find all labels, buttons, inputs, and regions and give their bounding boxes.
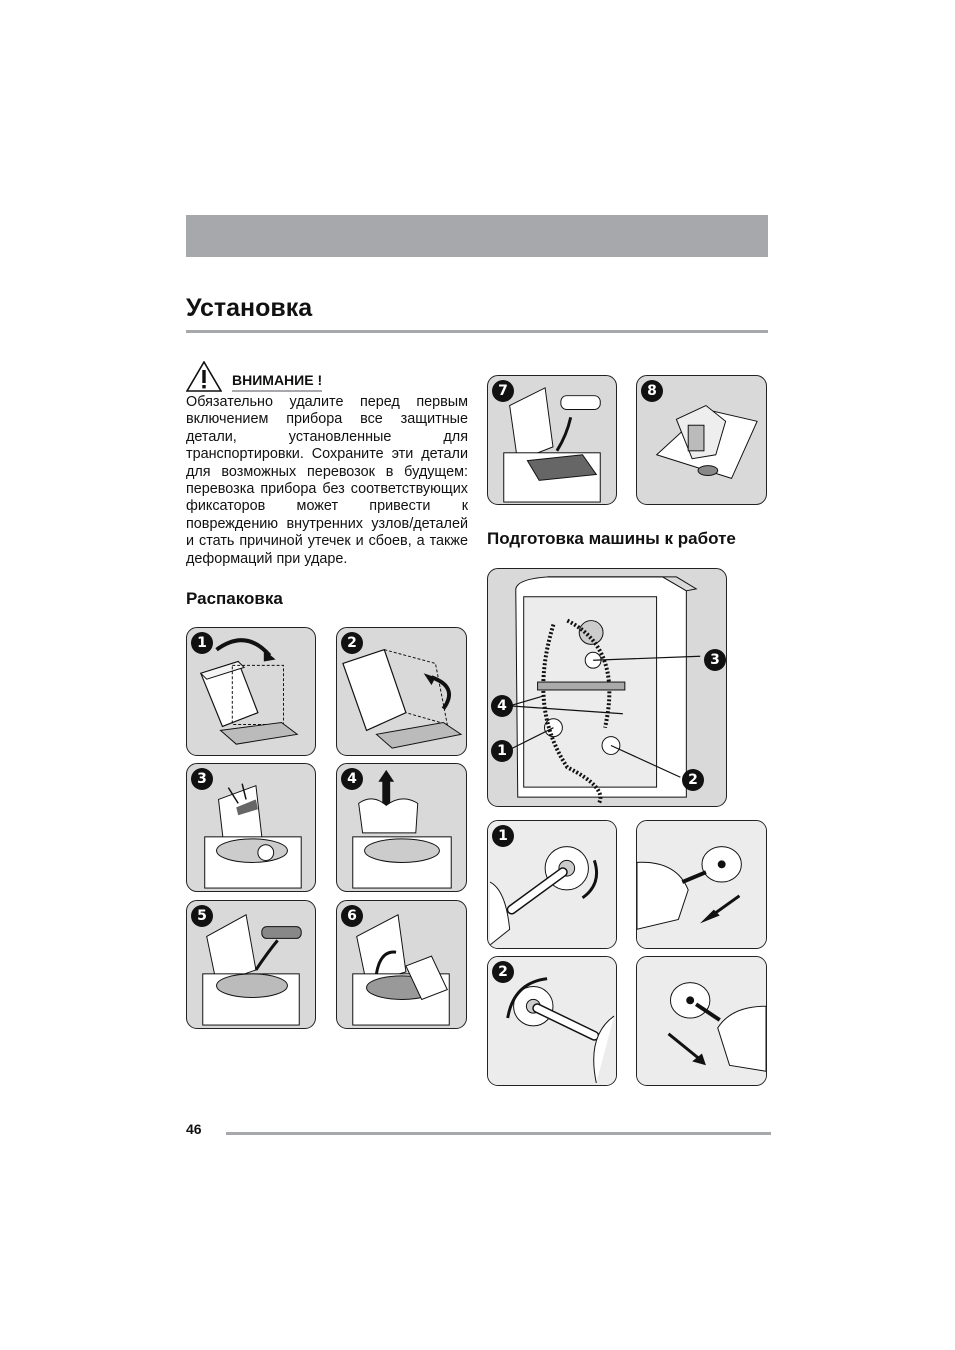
prep-step-2-wrench-illustration <box>487 956 617 1086</box>
unpack-step-3-illustration <box>186 763 316 892</box>
unpack-step-2-illustration <box>336 627 467 756</box>
step-number-badge: 8 <box>641 380 663 402</box>
prep-step-2-bolt-removal-illustration <box>636 956 767 1086</box>
rear-callout-badge: 2 <box>682 769 704 791</box>
unpack-step-5-illustration <box>186 900 316 1029</box>
step-7-illustration <box>487 375 617 505</box>
step-number-badge: 1 <box>492 825 514 847</box>
step-number-badge: 4 <box>341 768 363 790</box>
title-divider <box>186 330 768 333</box>
footer-divider <box>226 1132 771 1135</box>
rear-callout-badge: 4 <box>491 695 513 717</box>
header-band <box>186 215 768 257</box>
step-number-badge: 5 <box>191 905 213 927</box>
prep-step-1-wrench-illustration <box>487 820 617 949</box>
rear-callout-badge: 1 <box>491 740 513 762</box>
unpack-step-6-illustration <box>336 900 467 1029</box>
step-number-badge: 3 <box>191 768 213 790</box>
rear-callout-badge: 3 <box>704 649 726 671</box>
unpack-step-1-illustration <box>186 627 316 756</box>
unpack-step-4-illustration <box>336 763 467 892</box>
step-number-badge: 1 <box>191 632 213 654</box>
warning-title: ВНИМАНИЕ ! <box>232 372 322 392</box>
preparation-heading: Подготовка машины к работе <box>487 529 736 548</box>
warning-text: Обязательно удалите перед первым включением прибора все защитные детали, установленные для транспортировки. Сохраните эти детали для возможных перевозок в будущем: перевозка прибора без соответствующих фиксаторов может привести к повреждению внутренних узлов/деталей и стать причиной утечек и сбоев, а также деформаций при ударе. <box>186 394 468 567</box>
step-8-illustration <box>636 375 767 505</box>
page-number: 46 <box>186 1121 202 1137</box>
step-number-badge: 2 <box>492 961 514 983</box>
step-number-badge: 2 <box>341 632 363 654</box>
warning-triangle-icon <box>186 361 222 392</box>
unpacking-heading: Распаковка <box>186 589 283 608</box>
prep-step-1-bolt-removal-illustration <box>636 820 767 949</box>
machine-rear-view <box>487 568 727 807</box>
page-title: Установка <box>186 294 313 322</box>
step-number-badge: 6 <box>341 905 363 927</box>
step-number-badge: 7 <box>492 380 514 402</box>
